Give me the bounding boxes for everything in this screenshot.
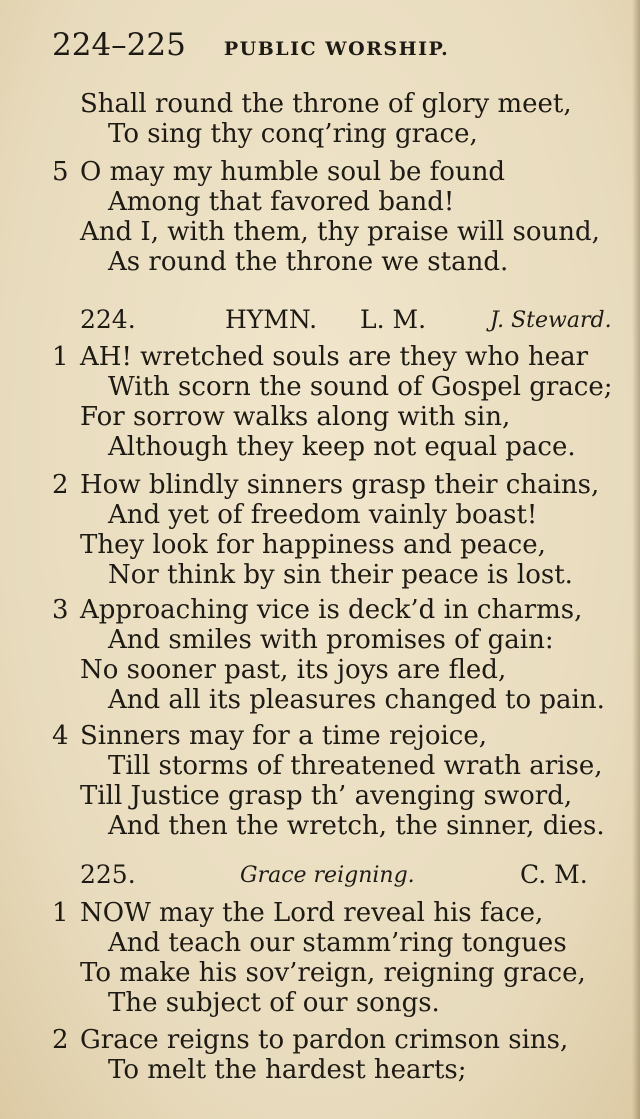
verse-line: Grace reigns to pardon crimson sins,	[80, 1025, 569, 1055]
verse-line: Among that favored band!	[108, 187, 455, 217]
hymn-label: HYMN.	[225, 305, 318, 334]
verse-line: No sooner past, its joys are fled,	[80, 655, 507, 685]
verse-line: And smiles with promises of gain:	[108, 625, 554, 655]
verse-line: Shall round the throne of glory meet,	[80, 89, 572, 119]
hymn-author: J. Steward.	[490, 308, 612, 333]
page-range: 224–225	[52, 27, 186, 63]
hymn-number: 225.	[80, 860, 136, 889]
verse-number: 2	[52, 1025, 69, 1055]
verse-line: And then the wretch, the sinner, dies.	[108, 811, 605, 841]
verse-number: 2	[52, 470, 69, 500]
verse-line: O may my humble soul be found	[80, 157, 506, 187]
verse-line: With scorn the sound of Gospel grace;	[108, 372, 613, 402]
verse-line: For sorrow walks along with sin,	[80, 402, 511, 432]
running-title: PUBLIC WORSHIP.	[223, 38, 450, 60]
verse-line: And yet of freedom vainly boast!	[108, 500, 538, 530]
verse-number: 1	[52, 342, 69, 372]
verse-line: To melt the hardest hearts;	[108, 1055, 467, 1085]
page-edge-shadow	[632, 0, 640, 1119]
verse-line: They look for happiness and peace,	[80, 530, 546, 560]
hymn-meter: C. M.	[520, 860, 588, 889]
verse-line: And teach our stamm’ring tongues	[108, 928, 567, 958]
verse-line: Approaching vice is deck’d in charms,	[80, 595, 583, 625]
verse-line: And all its pleasures changed to pain.	[108, 685, 605, 715]
hymn-number: 224.	[80, 305, 136, 334]
verse-line: How blindly sinners grasp their chains,	[80, 470, 600, 500]
verse-number: 3	[52, 595, 69, 625]
verse-number: 4	[52, 721, 69, 751]
verse-number: 1	[52, 898, 69, 928]
verse-line: The subject of our songs.	[108, 988, 440, 1018]
verse-line: To make his sov’reign, reigning grace,	[80, 958, 586, 988]
verse-line: As round the throne we stand.	[108, 247, 509, 277]
hymn-title: Grace reigning.	[240, 863, 415, 888]
verse-line: To sing thy conq’ring grace,	[108, 119, 478, 149]
verse-line: Sinners may for a time rejoice,	[80, 721, 488, 751]
verse-line: And I, with them, thy praise will sound,	[80, 217, 600, 247]
verse-line: Till Justice grasp th’ avenging sword,	[80, 781, 573, 811]
verse-line: Although they keep not equal pace.	[108, 432, 576, 462]
verse-line: Till storms of threatened wrath arise,	[108, 751, 603, 781]
verse-line: Nor think by sin their peace is lost.	[108, 560, 573, 590]
verse-line: NOW may the Lord reveal his face,	[80, 898, 544, 928]
verse-line: AH! wretched souls are they who hear	[80, 342, 589, 372]
verse-number: 5	[52, 157, 69, 187]
page-header	[52, 27, 450, 64]
hymn-meter: L. M.	[360, 305, 427, 334]
